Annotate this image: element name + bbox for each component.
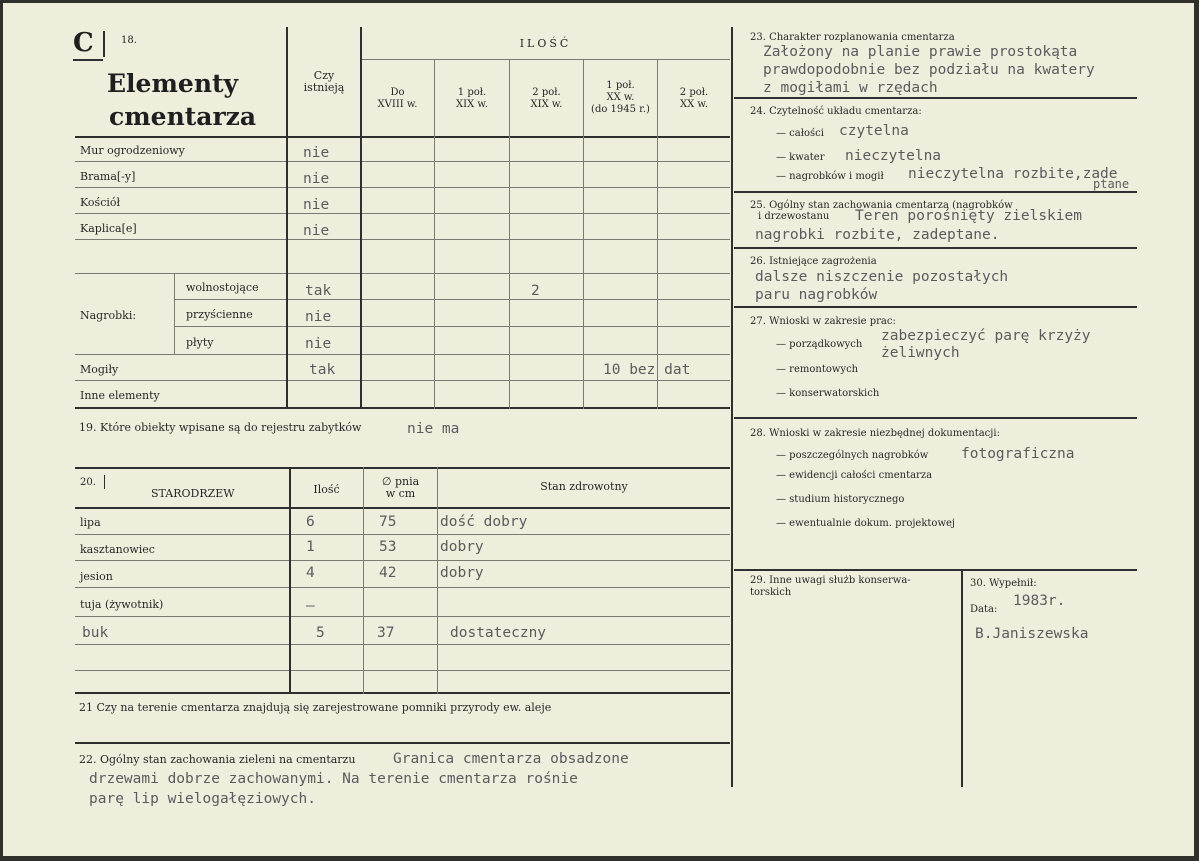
s26-label: 26. Istniejące zagrożenia — [750, 256, 877, 267]
s27-label: 27. Wnioski w zakresie prac: — [750, 316, 896, 327]
s20-number: 20. — [80, 477, 96, 488]
s23-line-1: Założony na planie prawie prostokąta — [763, 44, 1078, 60]
row-label-inne: Inne elementy — [80, 389, 160, 402]
s27-a-value-2: żeliwnych — [881, 345, 960, 361]
s29-label: 29. Inne uwagi służb konserwa- torskich — [750, 575, 911, 598]
s30-name: B.Janiszewska — [975, 626, 1089, 642]
s28-a-label: — poszczególnych nagrobków — [776, 450, 929, 461]
title-line-1: Elementy — [107, 69, 239, 98]
row-exists-przysc: nie — [305, 309, 332, 325]
s30-date-label: Data: — [970, 604, 998, 615]
s25-label-2: i drzewostanu — [758, 211, 830, 222]
s22-line-3: parę lip wielogałęziowych. — [89, 791, 316, 807]
title-line-2: cmentarza — [109, 102, 257, 131]
s28-c-label: — studium historycznego — [776, 494, 905, 505]
s19-label: 19. Które obiekty wpisane są do rejestru zabytków — [79, 421, 362, 434]
s20-title: STARODRZEW — [151, 487, 235, 500]
period-1: 1 poł. XIX w. — [456, 87, 488, 110]
row-label-wolno: wolnostojące — [186, 281, 259, 294]
period-3: 1 poł. XX w. (do 1945 r.) — [591, 80, 650, 115]
s26-value-1: dalsze niszczenie pozostałych — [755, 269, 1009, 285]
s24-c-value-2: ptane — [1093, 177, 1130, 191]
s24-c-label: — nagrobków i mogił — [776, 171, 884, 182]
s24-b-value: nieczytelna — [845, 148, 942, 164]
s21-label: 21 Czy na terenie cmentarza znajdują się zarejestrowane pomniki przyrody ew. aleje — [79, 701, 552, 714]
s25-label-1: 25. Ogólny stan zachowania cmentarza (nagrobków — [750, 200, 1013, 211]
s27-b-label: — remontowych — [776, 364, 859, 375]
s19-value: nie ma — [407, 421, 460, 437]
s28-b-label: — ewidencji całości cmentarza — [776, 470, 933, 481]
s24-b-label: — kwater — [776, 152, 825, 163]
s25-value-1: Teren porośnięty zielskiem — [855, 208, 1082, 224]
s24-label: 24. Czytelność układu cmentarza: — [750, 106, 922, 117]
s27-c-label: — konserwatorskich — [776, 388, 880, 399]
row-label-plyty: płyty — [186, 336, 214, 349]
s22-label: 22. Ogólny stan zachowania zieleni na cmentarzu — [79, 753, 356, 766]
s30-date-value: 1983r. — [1013, 593, 1066, 609]
row-label-nagrobki: Nagrobki: — [80, 309, 137, 322]
s28-d-label: — ewentualnie dokum. projektowej — [776, 518, 956, 529]
s23-line-3: z mogiłami w rzędach — [763, 80, 938, 96]
row-exists-plyty: nie — [305, 336, 332, 352]
row-label-brama: Brama[-y] — [80, 170, 136, 183]
row-label-mur: Mur ogrodzeniowy — [80, 144, 185, 157]
row-exists-brama: nie — [303, 171, 330, 187]
row-exists-wolno: tak — [305, 283, 332, 299]
row-exists-kosciol: nie — [303, 197, 330, 213]
section-number: 18. — [121, 35, 137, 46]
s23-label: 23. Charakter rozplanowania cmentarza — [750, 32, 955, 43]
col-exists-header: Czy istnieją — [303, 69, 345, 94]
s27-a-value-1: zabezpieczyć parę krzyży — [881, 328, 1091, 344]
row-label-kosciol: Kościół — [80, 196, 121, 209]
row-label-przysc: przyścienne — [186, 308, 253, 321]
s24-c-value: nieczytelna rozbite,zade — [908, 166, 1118, 182]
s25-value-2: nagrobki rozbite, zadeptane. — [755, 227, 1000, 243]
row-qty-mogily: 10 bez dat — [603, 362, 691, 378]
s28-a-value: fotograficzna — [961, 446, 1075, 462]
s27-a-label: — porządkowych — [776, 339, 863, 350]
table-rule — [75, 136, 730, 138]
s20-col-state: Stan zdrowotny — [540, 480, 628, 493]
s30-label: 30. Wypełnił: — [970, 578, 1037, 589]
row-label-kaplica: Kaplica[e] — [80, 222, 137, 235]
col-qty-header: ILOŚĆ — [519, 37, 572, 50]
row-exists-mogily: tak — [309, 362, 336, 378]
row-exists-kaplica: nie — [303, 223, 330, 239]
row-exists-mur: nie — [303, 145, 330, 161]
s22-line-1: Granica cmentarza obsadzone — [393, 751, 629, 767]
period-4: 2 poł. XX w. — [679, 87, 709, 110]
s23-line-2: prawdopodobnie bez podziału na kwatery — [763, 62, 1095, 78]
row-label-mogily: Mogiły — [80, 363, 119, 376]
s24-a-label: — całości — [776, 128, 824, 139]
row-qty-wolno: 2 — [531, 283, 540, 299]
monument-record-card: C 18. Elementy cmentarza Czy istnieją ILOŚĆ Do XVIII w. 1 poł. XIX w. 2 poł. XIX w. 1 poł. XX w. (do 1945 r.) 2 poł. XX w. Mur ogrodzeniowy nie Brama[-y] nie Kościół nie Kaplica[e] nie Nagrobki: wolnostojące tak 2 przyścienne nie płyty nie Mogiły tak 10 bez dat Inne elementy 19. Które obiekty wpisane są do rejestru zabytków nie ma 20. STARODRZEW Ilość ∅ pnia w cm Stan zdrowotny lipa 6 75 dość dobry kasztanowiec 1 53 dobry jesion 4 42 dobry tuja (żywotnik) – buk 5 37 dostateczny 21 Czy na terenie cmentarza znajdują się zarejestrowane pomniki przyrody ew. aleje 22. Ogólny stan zachowania zieleni na cmentarzu Granica cmentarza obsadzone drzewami dobrze zachowanymi. Na terenie cmentarza rośnie parę lip wielogałęziowych. 23. Charakter rozplanowania cmentarza Założony na planie prawie prostokąta prawdopodobnie bez podziału na kwatery z mogiłami w rzędach 24. Czytelność układu cmentarza: — całości czytelna — kwater nieczytelna — nagrobków i mogił nieczytelna rozbite,zade ptane 25. Ogólny stan zachowania cmentarza (nagrobków i drzewostanu Teren porośnięty zielskiem nagrobki rozbite, zadeptane. 26. Istniejące zagrożenia dalsze niszczenie pozostałych paru nagrobków 27. Wnioski w zakresie prac: — porządkowych zabezpieczyć parę krzyży żeliwnych — remontowych — konserwatorskich 28. Wnioski w zakresie niezbędnej dokumentacji: — poszczególnych nagrobków fotograficzna — ewidencji całości cmentarza — studium historycznego — ewentualnie dokum. projektowej 29. Inne uwagi służb konserwa- torskich 30. Wypełnił: Data: 1983r. B.Janiszewska — [3, 3, 1194, 856]
section-letter: C — [73, 28, 94, 58]
s20-col-qty: Ilość — [313, 483, 340, 496]
s22-line-2: drzewami dobrze zachowanymi. Na terenie cmentarza rośnie — [89, 771, 578, 787]
s28-label: 28. Wnioski w zakresie niezbędnej dokumentacji: — [750, 428, 1000, 439]
s20-col-diam: ∅ pnia w cm — [381, 475, 420, 500]
period-2: 2 poł. XIX w. — [530, 87, 563, 110]
period-0: Do XVIII w. — [377, 87, 418, 110]
s24-a-value: czytelna — [839, 123, 909, 139]
s26-value-2: paru nagrobków — [755, 287, 878, 303]
